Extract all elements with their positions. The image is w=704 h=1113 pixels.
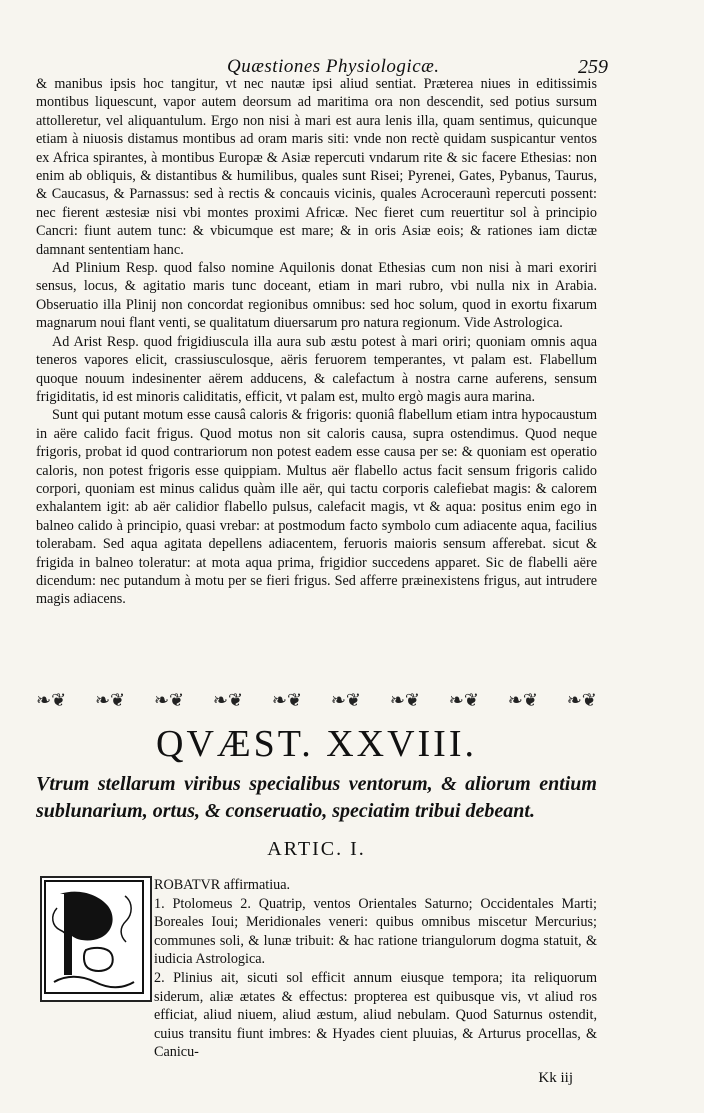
paragraph: Ad Plinium Resp. quod falso nomine Aquilonis donat Ethesias cum non nisi à mari exoriri sensus, locus, & agitatio maris tunc doceant, etiam in mari rubro, vbi nulla nix in Arabia. Obseruatio illa Plinij non concordat regionibus omnibus: sed hoc solum, quod in exortu fixarum magnarum noui flant venti, se qualitatum diuersarum pro natura regionum. Vide Astrologica. <box>36 260 597 332</box>
quaestio-title: QVÆST. XXVIII. <box>156 723 477 765</box>
quaestio-question: Vtrum stellarum viribus specialibus ventorum, & aliorum entium sublunarium, ortus, & conseruatio, speciatim tribui debeant. <box>36 773 597 822</box>
fleuron-icon: ❧❦ <box>389 689 420 710</box>
fleuron-icon: ❧❦ <box>507 689 538 710</box>
page-number: 259 <box>578 56 608 78</box>
running-title: Quæstiones Physiologicæ. <box>227 56 440 77</box>
article-body <box>36 876 597 1062</box>
paragraph: Sunt qui putant motum esse causâ caloris & frigoris: quoniâ flabellum etiam intra hypocaustum in aëre calido facit frigus. Quod motus non sit caloris causa, supra ostendimus. Quod neque frigoris, probat id quod contrariorum non potest eadem esse causa per se: & quoniam est operatio caloris, non potest frigoris esse quippiam. Multus aër flabello actus facit sensum frigoris calido corpori, quoniam est minus calidus quàm ille aër, qui tactu corporis calefiebat magis: & calorem exhalantem igit: ab aër calidior flabello pulsus, calefacit magis, vt & aqua: positus enim ego in balneo calido à principio, quasi vrebar: at postmodum facto symbolo cum adiacente aqua, facilius tolerabam. Sed aqua agitata depellens adiacentem, feruoris maioris sensum afferebat. sicut & frigida in balneo toleratur: at mota aqua prima, frigidior succedens apparet. Sic de flabelli aëre dicendum: nec putandum à motu per se fieri frigus. Sed afferre præinexistens frigus, aut intrudere magis adiacens. <box>36 407 597 608</box>
fleuron-icon: ❧❦ <box>36 689 67 710</box>
fleuron-icon: ❧❦ <box>94 689 126 710</box>
fleuron-icon: ❧❦ <box>153 689 185 710</box>
article-line: ROBATVR affirmatiua. <box>154 877 291 893</box>
signature-mark: Kk iij <box>538 1070 573 1086</box>
fleuron-icon: ❧❦ <box>330 689 362 710</box>
body-text <box>36 75 597 609</box>
fleuron-icon: ❧❦ <box>566 689 597 710</box>
fleuron-icon: ❧❦ <box>271 689 303 710</box>
ornament-band <box>36 688 597 712</box>
fleuron-icon: ❧❦ <box>212 689 244 710</box>
fleuron-icon: ❧❦ <box>448 689 479 710</box>
paragraph: & manibus ipsis hoc tangitur, vt nec nautæ ipsi aliud sentiat. Præterea niues in editissimis montibus liquescunt, vapor autem deorsum ad maritima ora non descendit, sed potius sursum attolleretur, vel aliquantulum. Ergo non nisi à mari est aura lenis illa, quam sentimus, quicunque etiam à niuosis distamus montibus ad oram maris siti: vnde non rectè quidam suspicantur ventos ex Africa spirantes, à montibus Europæ & Asiæ repercuti vndarum rite & sic facere Ethesias: non enim ab obliquis, & distantibus & humilibus, quales sunt Risei; Pyrenei, Gates, Pybanus, Taurus, & Caucasus, & Parnassus: sed à rectis & concauis vicinis, quales Acroceraunì repercuti possent: nec fierent æstesiæ nisi vbi montes proximi Africæ. Nec fieret cum reuertitur sol à principio Cancri: fiunt autem tunc: & vbicumque est mare; & in oris Asiæ eois; & rationes iam dictæ damnant sententiam hanc. <box>36 76 597 258</box>
article-line: 1. Ptolomeus 2. Quatrip, ventos Orientales Saturno; Occidentales Marti; Boreales Ioui; Meridionales veneri: quibus omnibus miscetur Mercurius; communes soli, & lunæ tribuit: & hac ratione triangulorum dogma statuit, & iudicia Astrologica. <box>154 895 597 968</box>
article-line: 2. Plinius ait, sicuti sol efficit annum eiusque tempora; ita reliquorum siderum, aliæ ætates & effectus: propterea est quibusque vis, vt aliud ros efficiat, aliud niuem, aliud æstum, aliud nebulam. Quod Saturnus ostendit, cuius transitu fiunt imbres: & Hyades cient pluuias, & Arturus procellas, & Canicu- <box>154 969 597 1061</box>
paragraph: Ad Arist Resp. quod frigidiuscula illa aura sub æstu potest à mari oriri; quoniam omnis aqua teneros vapores elicit, crassiusculosque, aëris feruorem temperantes, vt palam est. Flabellum quoque nouum indesinenter aërem adducens, & calefactum à nostra carne auferens, sensum frigiditatis, id est minoris caliditatis, efficit, vt palam est, multo ergò magis aura marina. <box>36 333 597 405</box>
article-heading: ARTIC. I. <box>267 838 366 860</box>
page-footer <box>36 1070 597 1090</box>
